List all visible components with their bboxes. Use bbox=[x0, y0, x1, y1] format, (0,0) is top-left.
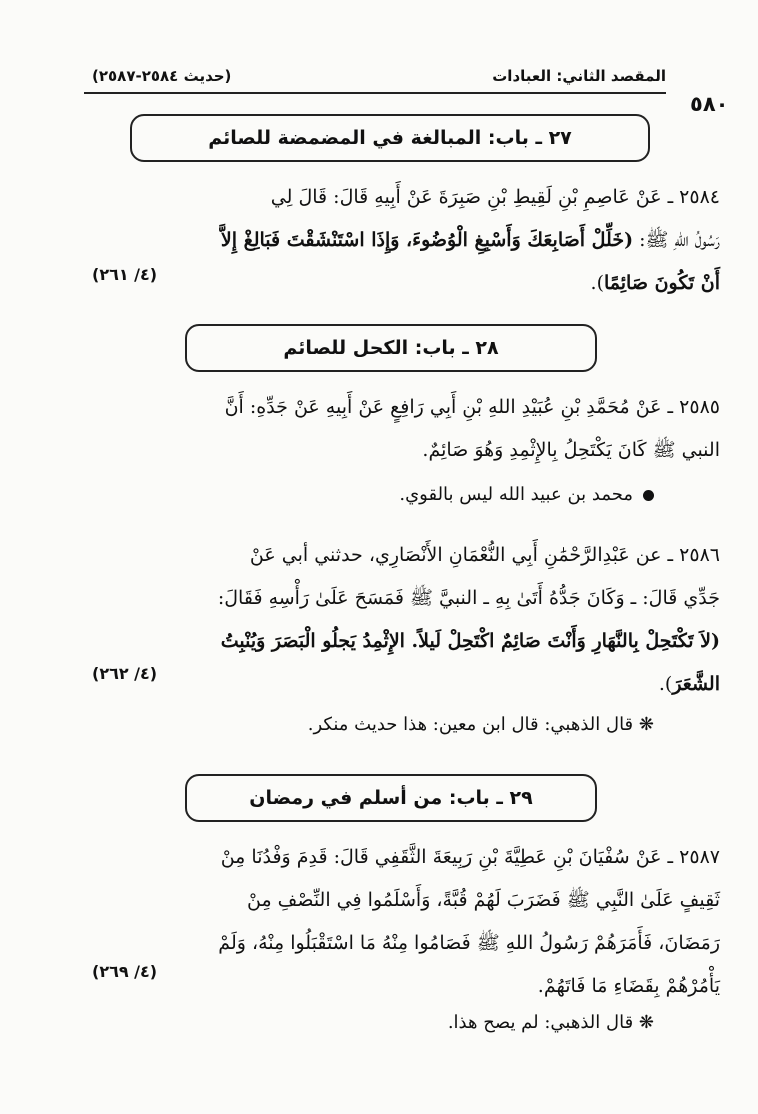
hadith-line: ٢٥٨٦ ـ عن عَبْدِالرَّحْمَٰنِ أَبِي النُّعْمَانِ الأَنْصَارِي، حدثني أبي عَنْ bbox=[249, 544, 720, 566]
hadith-2587 bbox=[92, 836, 720, 1008]
hadith-line bbox=[92, 219, 720, 262]
dhahabi-note bbox=[308, 714, 654, 735]
hadith-line: يَأْمُرْهُمْ بِقَضَاءِ مَا فَاتَهُمْ. bbox=[537, 975, 720, 997]
running-header-range: (حديث ٢٥٨٤-٢٥٨٧) bbox=[92, 67, 232, 85]
hadith-text: ). bbox=[658, 673, 673, 695]
asterisk-icon: ❋ bbox=[638, 1012, 654, 1033]
hadith-text: ). bbox=[590, 272, 604, 294]
hadith-text: رَسُولُ اللهِ ﷺ: bbox=[633, 229, 720, 251]
hadith-line: ٢٥٨٤ ـ عَنْ عَاصِمِ بْنِ لَقِيطِ بْنِ صَبِرَةَ عَنْ أَبِيهِ قَالَ: قَالَ لِي bbox=[270, 186, 720, 208]
running-header-section: المقصد الثاني: العبادات bbox=[492, 67, 666, 85]
chapter-title-text: ٢٩ ـ باب: من أسلم في رمضان bbox=[249, 787, 533, 809]
hadith-line: ٢٥٨٥ ـ عَنْ مُحَمَّدِ بْنِ عُبَيْدِ اللهِ بْنِ أَبِي رَافِعٍ عَنْ أَبِيهِ عَنْ جَدِّهِ: أَنَّ bbox=[224, 396, 720, 418]
chapter-title-text: ٢٨ ـ باب: الكحل للصائم bbox=[283, 337, 499, 359]
hadith-2585 bbox=[92, 386, 720, 472]
chapter-title-text: ٢٧ ـ باب: المبالغة في المضمضة للصائم bbox=[208, 127, 572, 149]
hadith-line: رَمَضَانَ، فَأَمَرَهُمْ رَسُولُ اللهِ ﷺ فَصَامُوا مِنْهُ مَا اسْتَقْبَلُوا مِنْهُ، وَلَمْ bbox=[218, 932, 720, 954]
asterisk-icon: ❋ bbox=[638, 714, 654, 735]
chapter-title-28 bbox=[185, 324, 597, 372]
prophetic-quote: (خَلِّلْ أَصَابِعَكَ وَأَسْبِغِ الْوُضُوءَ، وَإِذَا اسْتَنْشَقْتَ فَبَالِغْ إِلاَّ bbox=[220, 229, 634, 251]
hadith-2586 bbox=[92, 534, 720, 706]
hadith-line: النبي ﷺ كَانَ يَكْتَحِلُ بِالإِثْمِدِ وَهُوَ صَائِمٌ. bbox=[422, 439, 720, 461]
prophetic-quote: الشَّعَرَ bbox=[672, 673, 720, 695]
dhahabi-note bbox=[448, 1012, 654, 1033]
prophetic-quote: أَنْ تَكُونَ صَائِمًا bbox=[604, 272, 720, 294]
note-text: قال الذهبي: لم يصح هذا. bbox=[447, 1012, 634, 1033]
header-rule bbox=[84, 92, 666, 94]
narrator-note bbox=[399, 484, 654, 505]
note-text: محمد بن عبيد الله ليس بالقوي. bbox=[399, 484, 633, 505]
hadith-line bbox=[92, 663, 720, 706]
hadith-line bbox=[92, 262, 720, 305]
chapter-title-29 bbox=[185, 774, 597, 822]
hadith-line: جَدِّي قَالَ: ـ وَكَانَ جَدُّهُ أَتَىٰ بِهِ ـ النبيَّ ﷺ فَمَسَحَ عَلَىٰ رَأْسِهِ فَقَالَ: bbox=[217, 587, 720, 609]
prophetic-quote: (لاَ تَكْتَحِلْ بِالنَّهَارِ وَأَنْتَ صَائِمٌ اكْتَحِلْ لَيلاً. الإِثْمِدُ يَجلُو الْبَصَرَ وَيُنْبِتُ bbox=[220, 630, 720, 652]
bullet-icon bbox=[643, 490, 654, 501]
hadith-reference: (٤/ ٢٦٢) bbox=[92, 664, 158, 683]
hadith-reference: (٤/ ٢٦٩) bbox=[92, 962, 158, 981]
hadith-2584 bbox=[92, 176, 720, 305]
page-number: ٥٨٠ bbox=[690, 92, 729, 116]
note-text: قال الذهبي: قال ابن معين: هذا حديث منكر. bbox=[307, 714, 634, 735]
hadith-line: ثَقِيفٍ عَلَىٰ النَّبِي ﷺ فَضَرَبَ لَهُمْ قُبَّةً، وَأَسْلَمُوا فِي النِّصْفِ مِنْ bbox=[247, 889, 720, 911]
hadith-reference: (٤/ ٢٦١) bbox=[92, 265, 158, 284]
chapter-title-27 bbox=[130, 114, 650, 162]
hadith-line: ٢٥٨٧ ـ عَنْ سُفْيَانَ بْنِ عَطِيَّةَ بْنِ رَبِيعَةَ الثَّقَفِي قَالَ: قَدِمَ وَفْدُنَا مِنْ bbox=[220, 846, 720, 868]
